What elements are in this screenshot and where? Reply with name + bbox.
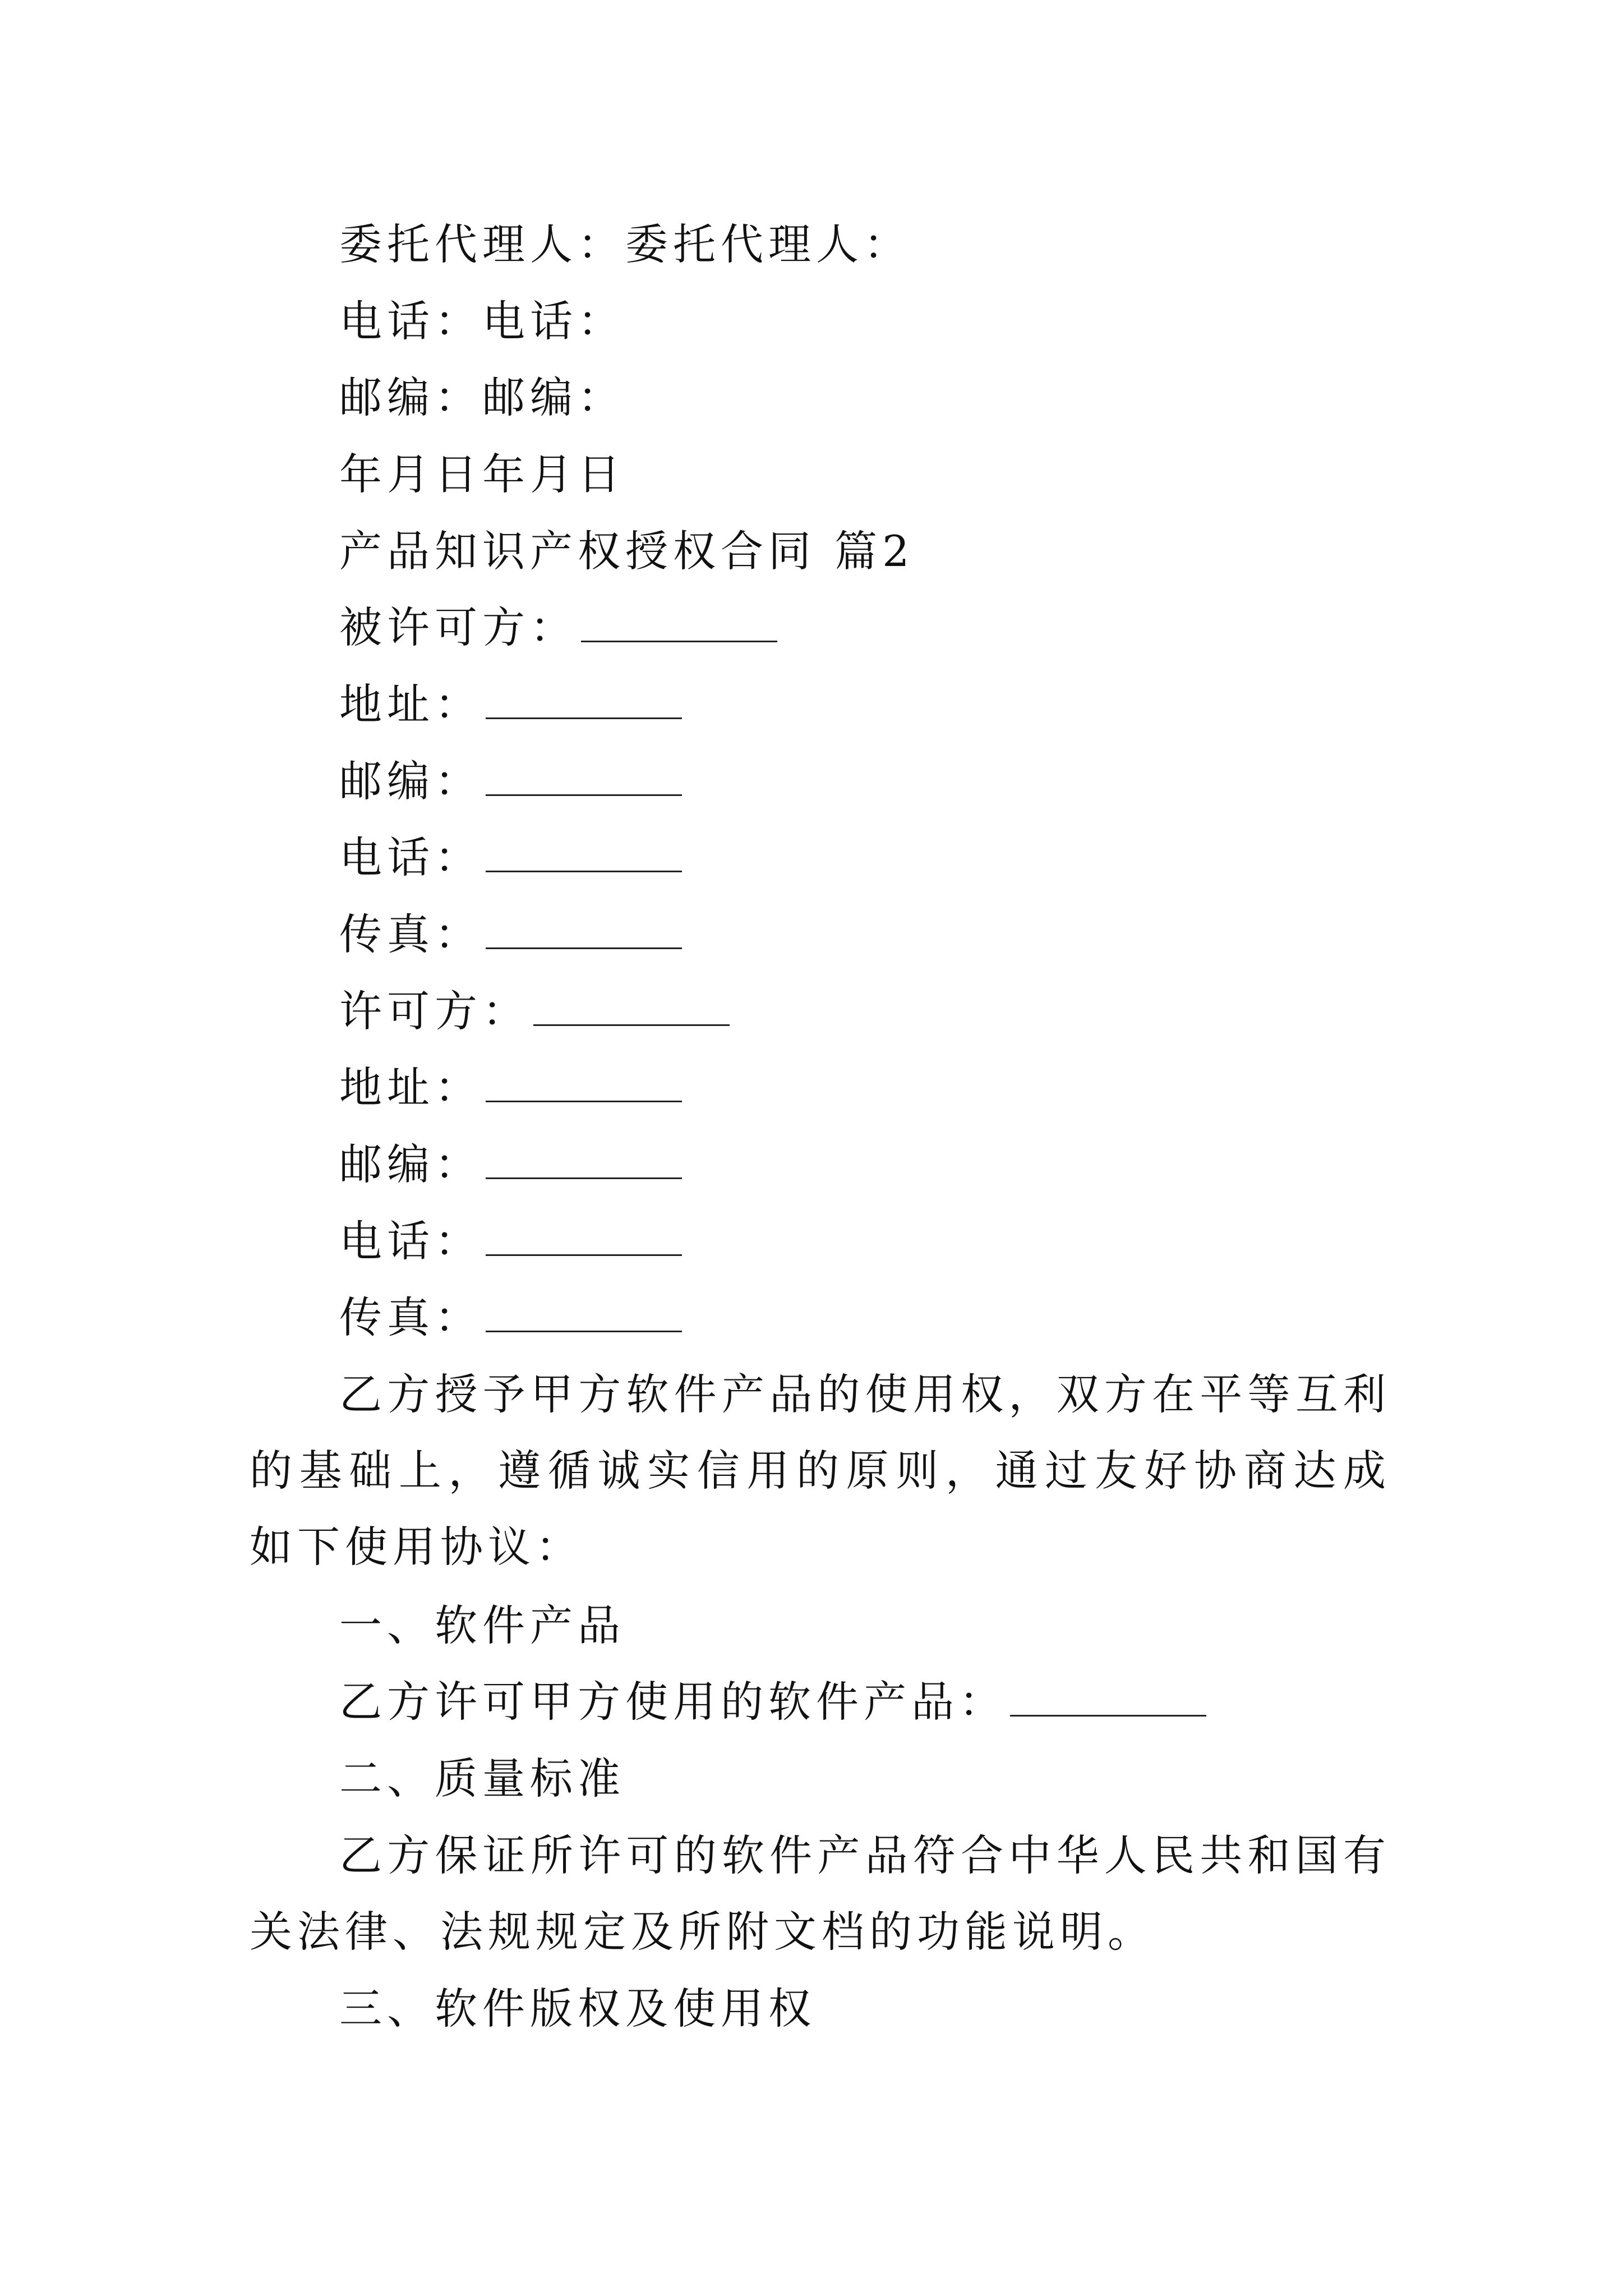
text: 年月日年月日: [339, 449, 625, 499]
text: 传真：: [339, 1292, 482, 1342]
blank-field: [533, 990, 730, 1026]
text: 委托代理人：委托代理人：: [339, 219, 911, 269]
text: 一、软件产品: [339, 1600, 625, 1650]
text: 地址：: [339, 679, 482, 729]
blank-field: [486, 836, 682, 872]
section-title: [339, 526, 915, 577]
blank-field: [486, 1143, 682, 1179]
clause-heading-1: [339, 1600, 625, 1651]
blank-field: [486, 683, 682, 719]
phone-line-2: [339, 832, 682, 884]
licensee-line: [339, 602, 777, 654]
text: 产品知识产权授权合同 篇2: [339, 526, 915, 576]
address-line-1: [339, 679, 682, 730]
blank-field: [486, 1220, 682, 1256]
text: 乙方许可甲方使用的软件产品：: [339, 1677, 1007, 1727]
text: 邮编：: [339, 756, 482, 806]
postcode-line-2: [339, 756, 682, 807]
address-line-2: [339, 1062, 682, 1114]
blank-field: [486, 1296, 682, 1332]
paragraph-quality: 乙方保证所许可的软件产品符合中华人民共和国有关法律、法规规定及所附文档的功能说明。: [250, 1830, 1391, 1957]
clause-heading-3: [339, 1983, 816, 2035]
text: 电话：电话：: [339, 296, 625, 346]
blank-field: [486, 913, 682, 949]
postcode-line-1: [339, 372, 625, 424]
text: 二、质量标准: [339, 1754, 625, 1803]
text: 电话：: [339, 832, 482, 882]
text: 传真：: [339, 909, 482, 959]
text: 邮编：邮编：: [339, 372, 625, 422]
text: 许可方：: [339, 986, 530, 1036]
blank-field: [486, 1066, 682, 1102]
fax-line-1: [339, 909, 682, 960]
phone-line-1: [339, 296, 625, 347]
text: 三、软件版权及使用权: [339, 1984, 816, 2033]
text: 地址：: [339, 1062, 482, 1112]
date-line: [339, 449, 625, 500]
blank-field: [581, 606, 777, 642]
paragraph-grant: 乙方授予甲方软件产品的使用权，双方在平等互利的基础上，遵循诚实信用的原则，通过友好协商达成如下使用协议：: [250, 1369, 1391, 1572]
blank-field: [486, 760, 682, 796]
text: 电话：: [339, 1216, 482, 1266]
blank-field: [1010, 1680, 1206, 1717]
fax-line-2: [339, 1292, 682, 1343]
software-product-line: [339, 1676, 1206, 1728]
postcode-line-3: [339, 1139, 682, 1190]
agent-line: [339, 219, 911, 270]
text: 被许可方：: [339, 602, 578, 652]
licensor-line: [339, 986, 730, 1037]
clause-heading-2: [339, 1753, 625, 1805]
text: 邮编：: [339, 1139, 482, 1189]
phone-line-3: [339, 1216, 682, 1267]
